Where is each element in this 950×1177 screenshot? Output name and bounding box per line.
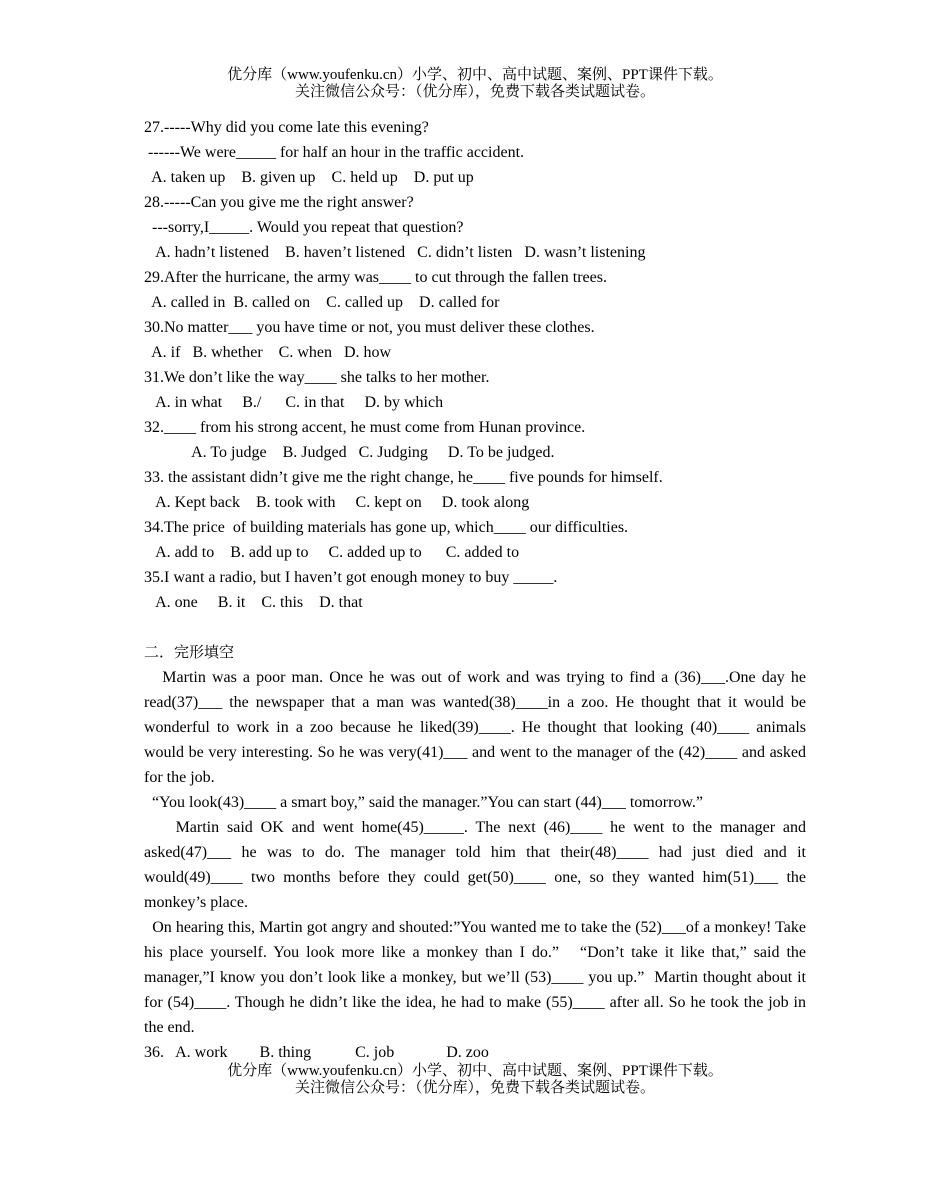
cloze-paragraph: Martin was a poor man. Once he was out of work and was trying to find a (36)___.One day he read(37)___ the newspaper that a man was wanted(38)____in a zoo. He thought that it would be wonderful to work in a zoo because he liked(39)____. He thought that looking (40)____ animals would be very interesting. So he was very(41)___ and went to the manager of the (42)____ and asked for the job. [144,669,811,786]
question-line: 29.After the hurricane, the army was____ to cut through the fallen trees. [144,269,607,286]
question-line: 35.I want a radio, but I haven’t got enough money to buy _____. [144,569,558,586]
options-line: A. if B. whether C. when D. how [144,344,392,361]
cloze-paragraph: Martin said OK and went home(45)_____. The next (46)____ he went to the manager and asked(47)___ he was to do. The manager told him that their(48)____ had just died and it would(49)____ two months before they could get(50)____ one, so they wanted him(51)___ the monkey’s place. [144,819,811,911]
options-line: A. Kept back B. took with C. kept on D. took along [144,494,530,511]
options-line: A. hadn’t listened B. haven’t listened C. didn’t listen D. wasn’t listening [144,244,646,261]
question-line: 33. the assistant didn’t give me the right change, he____ five pounds for himself. [144,469,663,486]
cloze-paragraph: On hearing this, Martin got angry and shouted:”You wanted me to take the (52)___of a monkey! Take his place yourself. You look more like a monkey than I do.” “Don’t take it like that,” said the manager,”I know you don’t look like a monkey, but we’ll (53)____ you up.” Martin thought about it for (54)____. Though he didn’t like the idea, he had to make (55)____ after all. So he took the job in the end. [144,919,810,1036]
header-line-1: 优分库（www.youfenku.cn）小学、初中、高中试题、案例、PPT课件下载。 [227,67,723,83]
cloze-paragraph: “You look(43)____ a smart boy,” said the manager.”You can start (44)___ tomorrow.” [144,794,704,811]
question-line: ---sorry,I_____. Would you repeat that question? [144,219,464,236]
footer-line-2: 关注微信公众号：（优分库），免费下载各类试题试卷。 [294,1080,655,1096]
header-line-2: 关注微信公众号：（优分库），免费下载各类试题试卷。 [294,84,655,100]
question-line: 27.-----Why did you come late this evening? [144,119,429,136]
question-line: 30.No matter___ you have time or not, you must deliver these clothes. [144,319,595,336]
page-footer [0,1063,950,1097]
options-line: A. To judge B. Judged C. Judging D. To be judged. [144,444,555,461]
question-line: 31.We don’t like the way____ she talks to her mother. [144,369,490,386]
options-line: A. one B. it C. this D. that [144,594,363,611]
question-line: 34.The price of building materials has gone up, which____ our difficulties. [144,519,629,536]
document-body [144,115,811,1065]
options-line: A. add to B. add up to C. added up to C. added to [144,544,520,561]
options-line: 36. A. work B. thing C. job D. zoo [144,1044,489,1061]
options-line: A. in what B./ C. in that D. by which [144,394,444,411]
section-title: 二．完形填空 [144,643,235,661]
page-header [0,67,950,101]
question-line: 28.-----Can you give me the right answer? [144,194,414,211]
footer-line-1: 优分库（www.youfenku.cn）小学、初中、高中试题、案例、PPT课件下载。 [227,1063,723,1079]
spacer [144,615,806,640]
options-line: A. taken up B. given up C. held up D. put up [144,169,474,186]
question-line: ------We were_____ for half an hour in the traffic accident. [144,144,525,161]
options-line: A. called in B. called on C. called up D. called for [144,294,500,311]
question-line: 32.____ from his strong accent, he must come from Hunan province. [144,419,586,436]
